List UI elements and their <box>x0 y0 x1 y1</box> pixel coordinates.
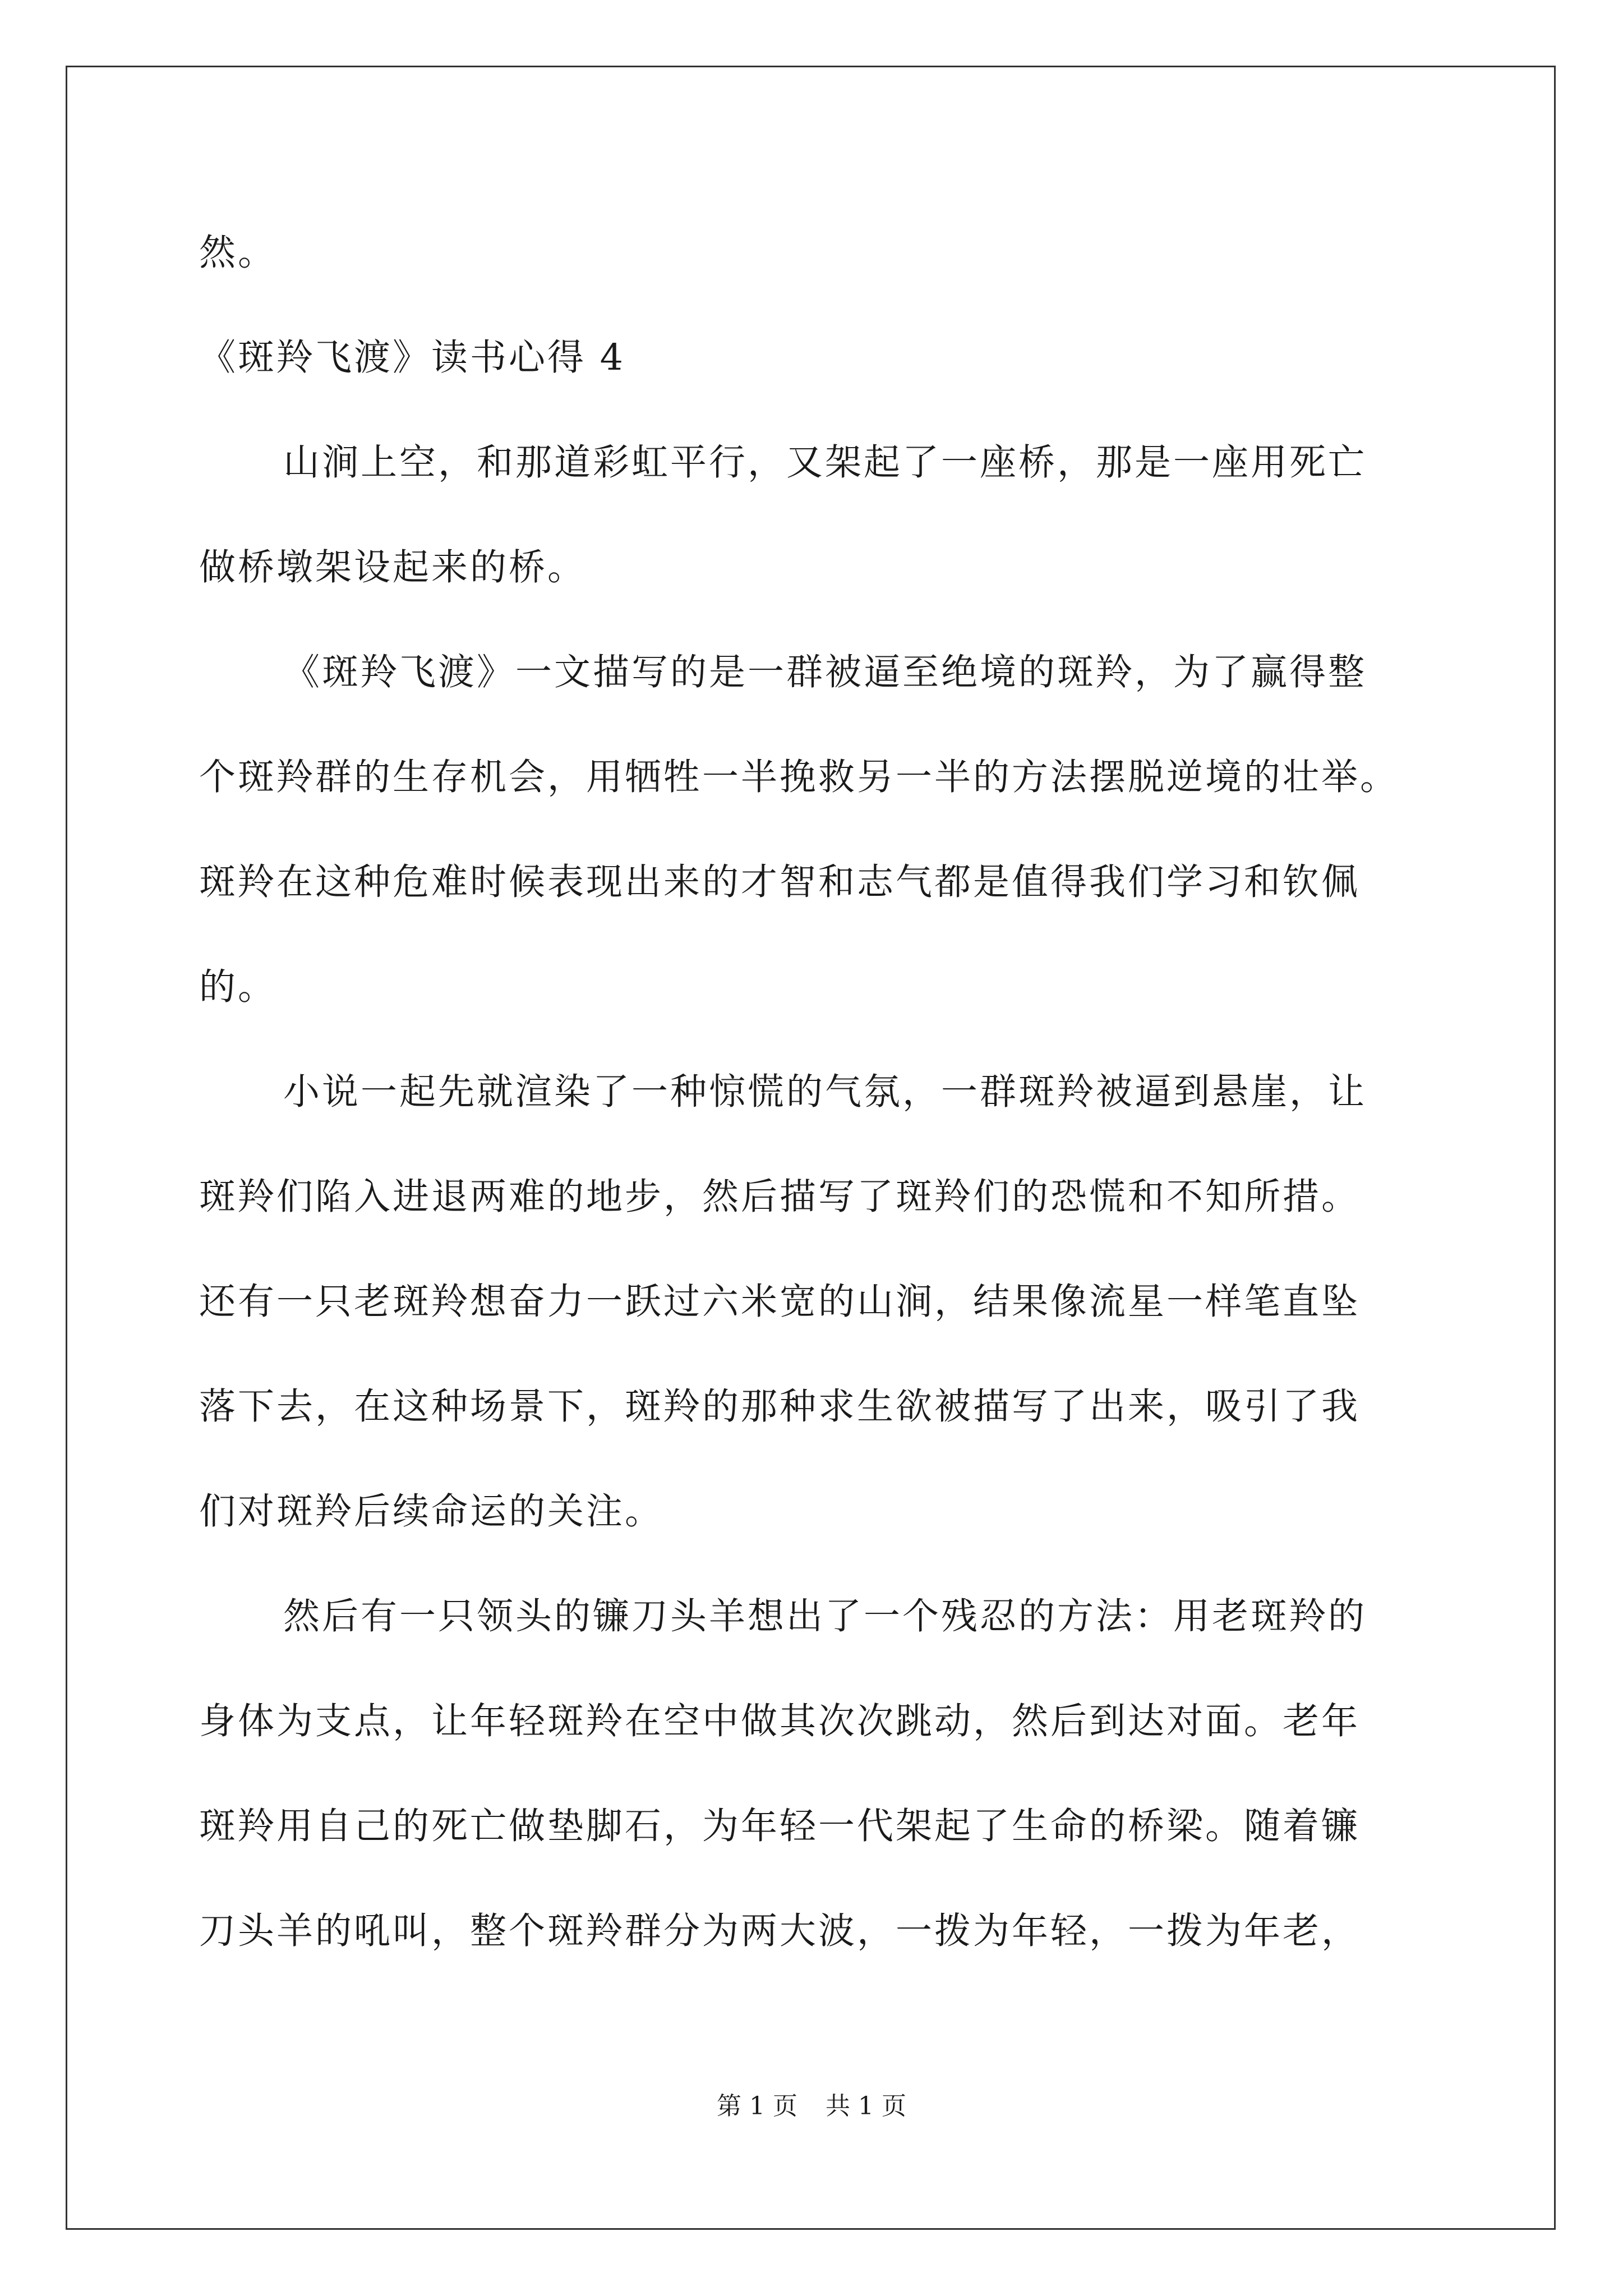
paragraph-line: 个斑羚群的生存机会，用牺牲一半挽救另一半的方法摆脱逆境的壮举。 <box>199 756 1399 798</box>
paragraph-line: 《斑羚飞渡》一文描写的是一群被逼至绝境的斑羚，为了赢得整 <box>283 651 1367 693</box>
paragraph-line: 落下去，在这种场景下，斑羚的那种求生欲被描写了出来，吸引了我 <box>199 1386 1361 1428</box>
paragraph-line: 小说一起先就渲染了一种惊慌的气氛，一群斑羚被逼到悬崖，让 <box>283 1071 1367 1113</box>
page-footer <box>0 2090 1623 2123</box>
paragraph-line: 的。 <box>199 966 277 1008</box>
paragraph-line: 斑羚在这种危难时候表现出来的才智和志气都是值得我们学习和钦佩 <box>199 861 1361 903</box>
paragraph-line: 斑羚用自己的死亡做垫脚石，为年轻一代架起了生命的桥梁。随着镰 <box>199 1805 1361 1847</box>
paragraph-line: 然后有一只领头的镰刀头羊想出了一个残忍的方法：用老斑羚的 <box>283 1595 1367 1637</box>
document-body <box>199 200 1444 1984</box>
paragraph-line: 做桥墩架设起来的桥。 <box>199 546 587 588</box>
page-total: 共 1 页 <box>826 2092 906 2120</box>
paragraph-line: 刀头羊的吼叫，整个斑羚群分为两大波，一拨为年轻，一拨为年老， <box>199 1910 1361 1952</box>
text-line: 然。 <box>199 232 277 274</box>
paragraph-line: 身体为支点，让年轻斑羚在空中做其次次跳动，然后到达对面。老年 <box>199 1700 1361 1742</box>
paragraph-line: 斑羚们陷入进退两难的地步，然后描写了斑羚们的恐慌和不知所措。 <box>199 1176 1361 1218</box>
paragraph-line: 山涧上空，和那道彩虹平行，又架起了一座桥，那是一座用死亡 <box>283 441 1367 484</box>
paragraph-line: 还有一只老斑羚想奋力一跃过六米宽的山涧，结果像流星一样笔直坠 <box>199 1281 1361 1323</box>
paragraph-line: 们对斑羚后续命运的关注。 <box>199 1490 664 1533</box>
section-heading: 《斑羚飞渡》读书心得 4 <box>199 337 626 379</box>
page-number: 第 1 页 <box>717 2092 797 2120</box>
